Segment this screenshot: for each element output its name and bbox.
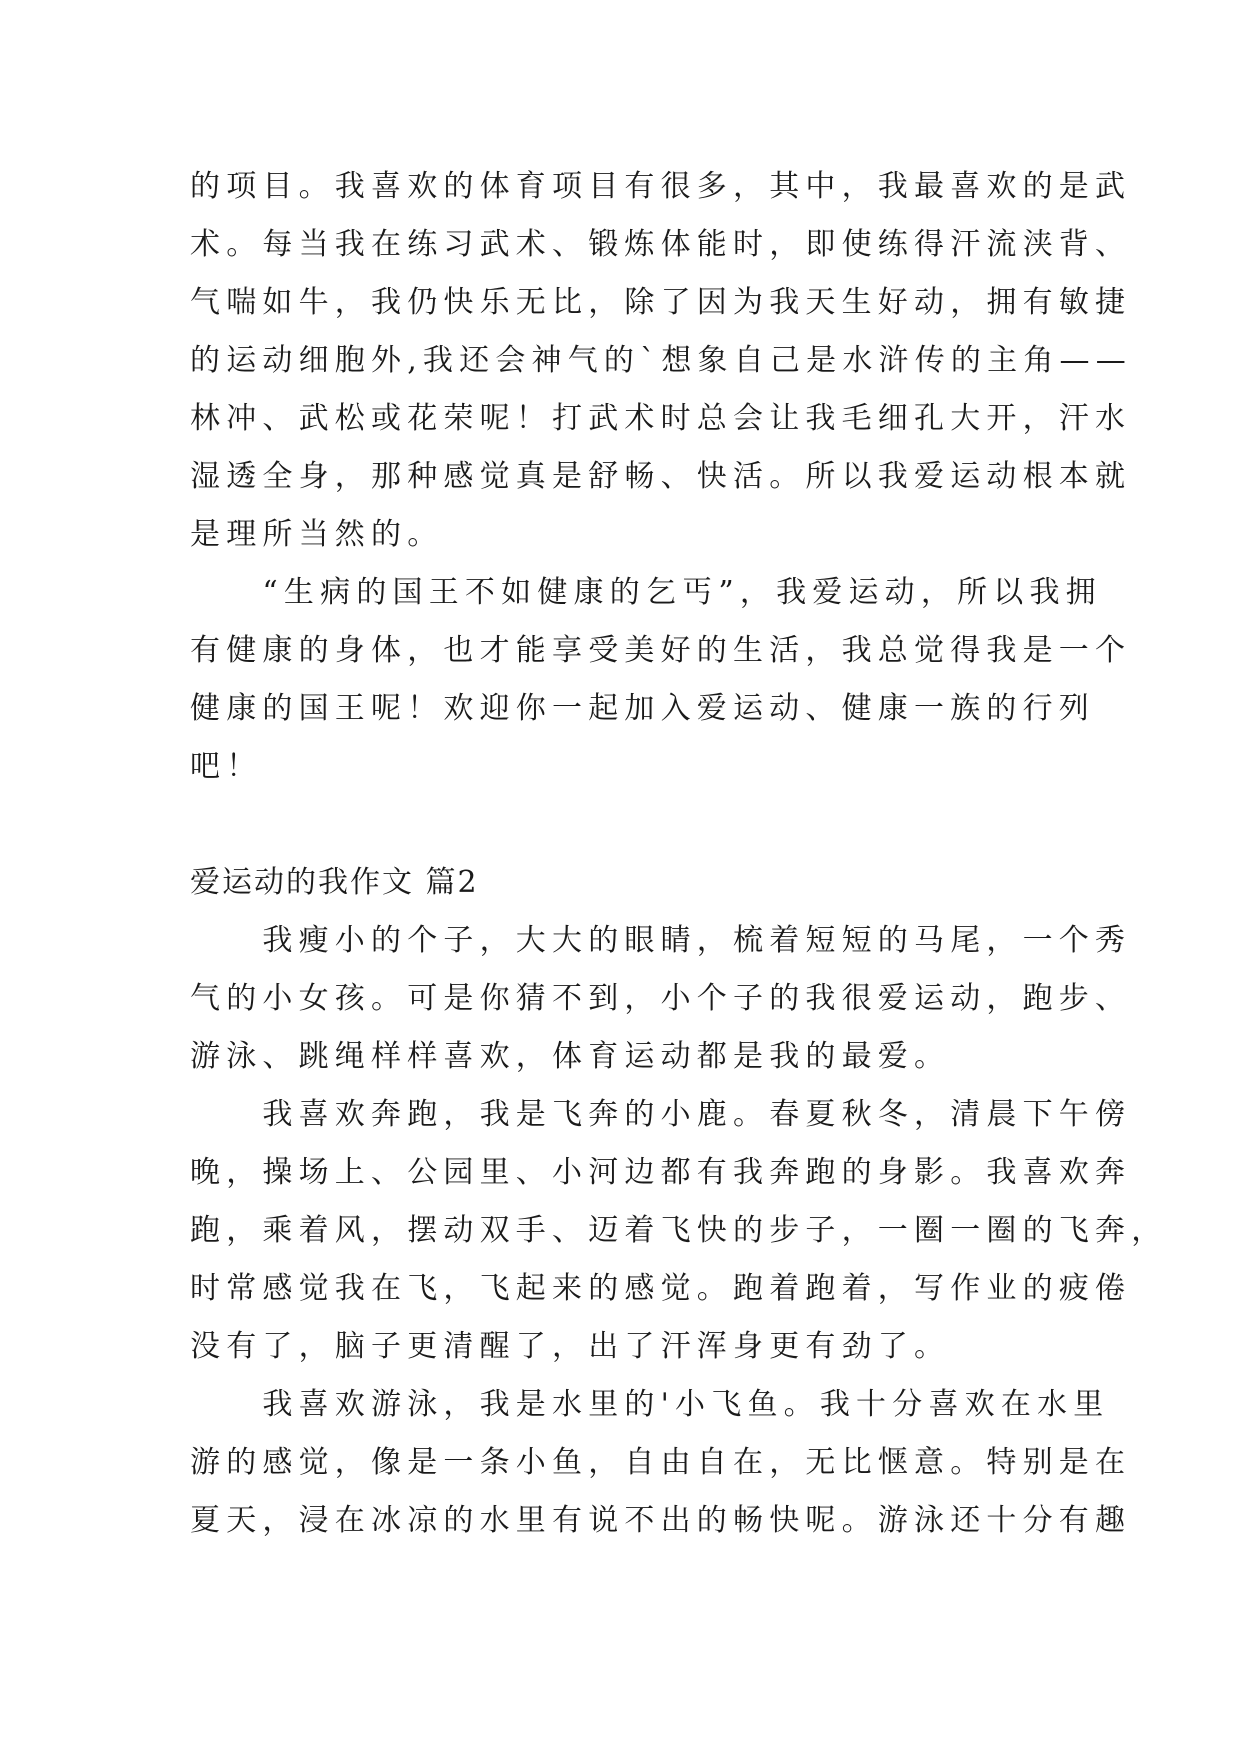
text-line: 湿透全身，那种感觉真是舒畅、快活。所以我爱运动根本就 [190,459,1132,494]
text-line: 我喜欢游泳，我是水里的'小飞鱼。我十分喜欢在水里 [190,1387,1110,1422]
text-line: 我喜欢奔跑，我是飞奔的小鹿。春夏秋冬，清晨下午傍 [190,1097,1132,1132]
blank-line [190,796,1070,854]
text-line: 的项目。我喜欢的体育项目有很多，其中，我最喜欢的是武 [190,169,1132,204]
text-line: 晚，操场上、公园里、小河边都有我奔跑的身影。我喜欢奔 [190,1155,1132,1190]
text-line: 游泳、跳绳样样喜欢，体育运动都是我的最爱。 [190,1039,951,1074]
text-line: 没有了，脑子更清醒了，出了汗浑身更有劲了。 [190,1329,951,1364]
text-line: 时常感觉我在飞，飞起来的感觉。跑着跑着，写作业的疲倦 [190,1271,1132,1306]
text-line: 夏天，浸在冰凉的水里有说不出的畅快呢。游泳还十分有趣 [190,1503,1132,1538]
text-line: 跑，乘着风，摆动双手、迈着飞快的步子，一圈一圈的飞奔， [190,1213,1168,1248]
text-line: 的运动细胞外,我还会神气的`想象自己是水浒传的主角—— [190,343,1132,378]
text-line: 有健康的身体，也才能享受美好的生活，我总觉得我是一个 [190,633,1132,668]
text-line: 是理所当然的。 [190,517,444,552]
text-line: 气的小女孩。可是你猜不到，小个子的我很爱运动，跑步、 [190,981,1132,1016]
text-line: 我瘦小的个子，大大的眼睛，梳着短短的马尾，一个秀 [190,923,1132,958]
document-body [190,158,1168,1550]
text-line: 林冲、武松或花荣呢！打武术时总会让我毛细孔大开，汗水 [190,401,1132,436]
text-line: 气喘如牛，我仍快乐无比，除了因为我天生好动，拥有敏捷 [190,285,1132,320]
text-line: 游的感觉，像是一条小鱼，自由自在，无比惬意。特别是在 [190,1445,1132,1480]
text-line: “生病的国王不如健康的乞丐”，我爱运动，所以我拥 [190,575,1102,610]
text-line: 吧！ [190,749,263,784]
text-line: 术。每当我在练习武术、锻炼体能时，即使练得汗流浃背、 [190,227,1132,262]
text-line: 健康的国王呢！欢迎你一起加入爱运动、健康一族的行列 [190,691,1095,726]
section-heading: 爱运动的我作文 篇2 [190,865,479,900]
